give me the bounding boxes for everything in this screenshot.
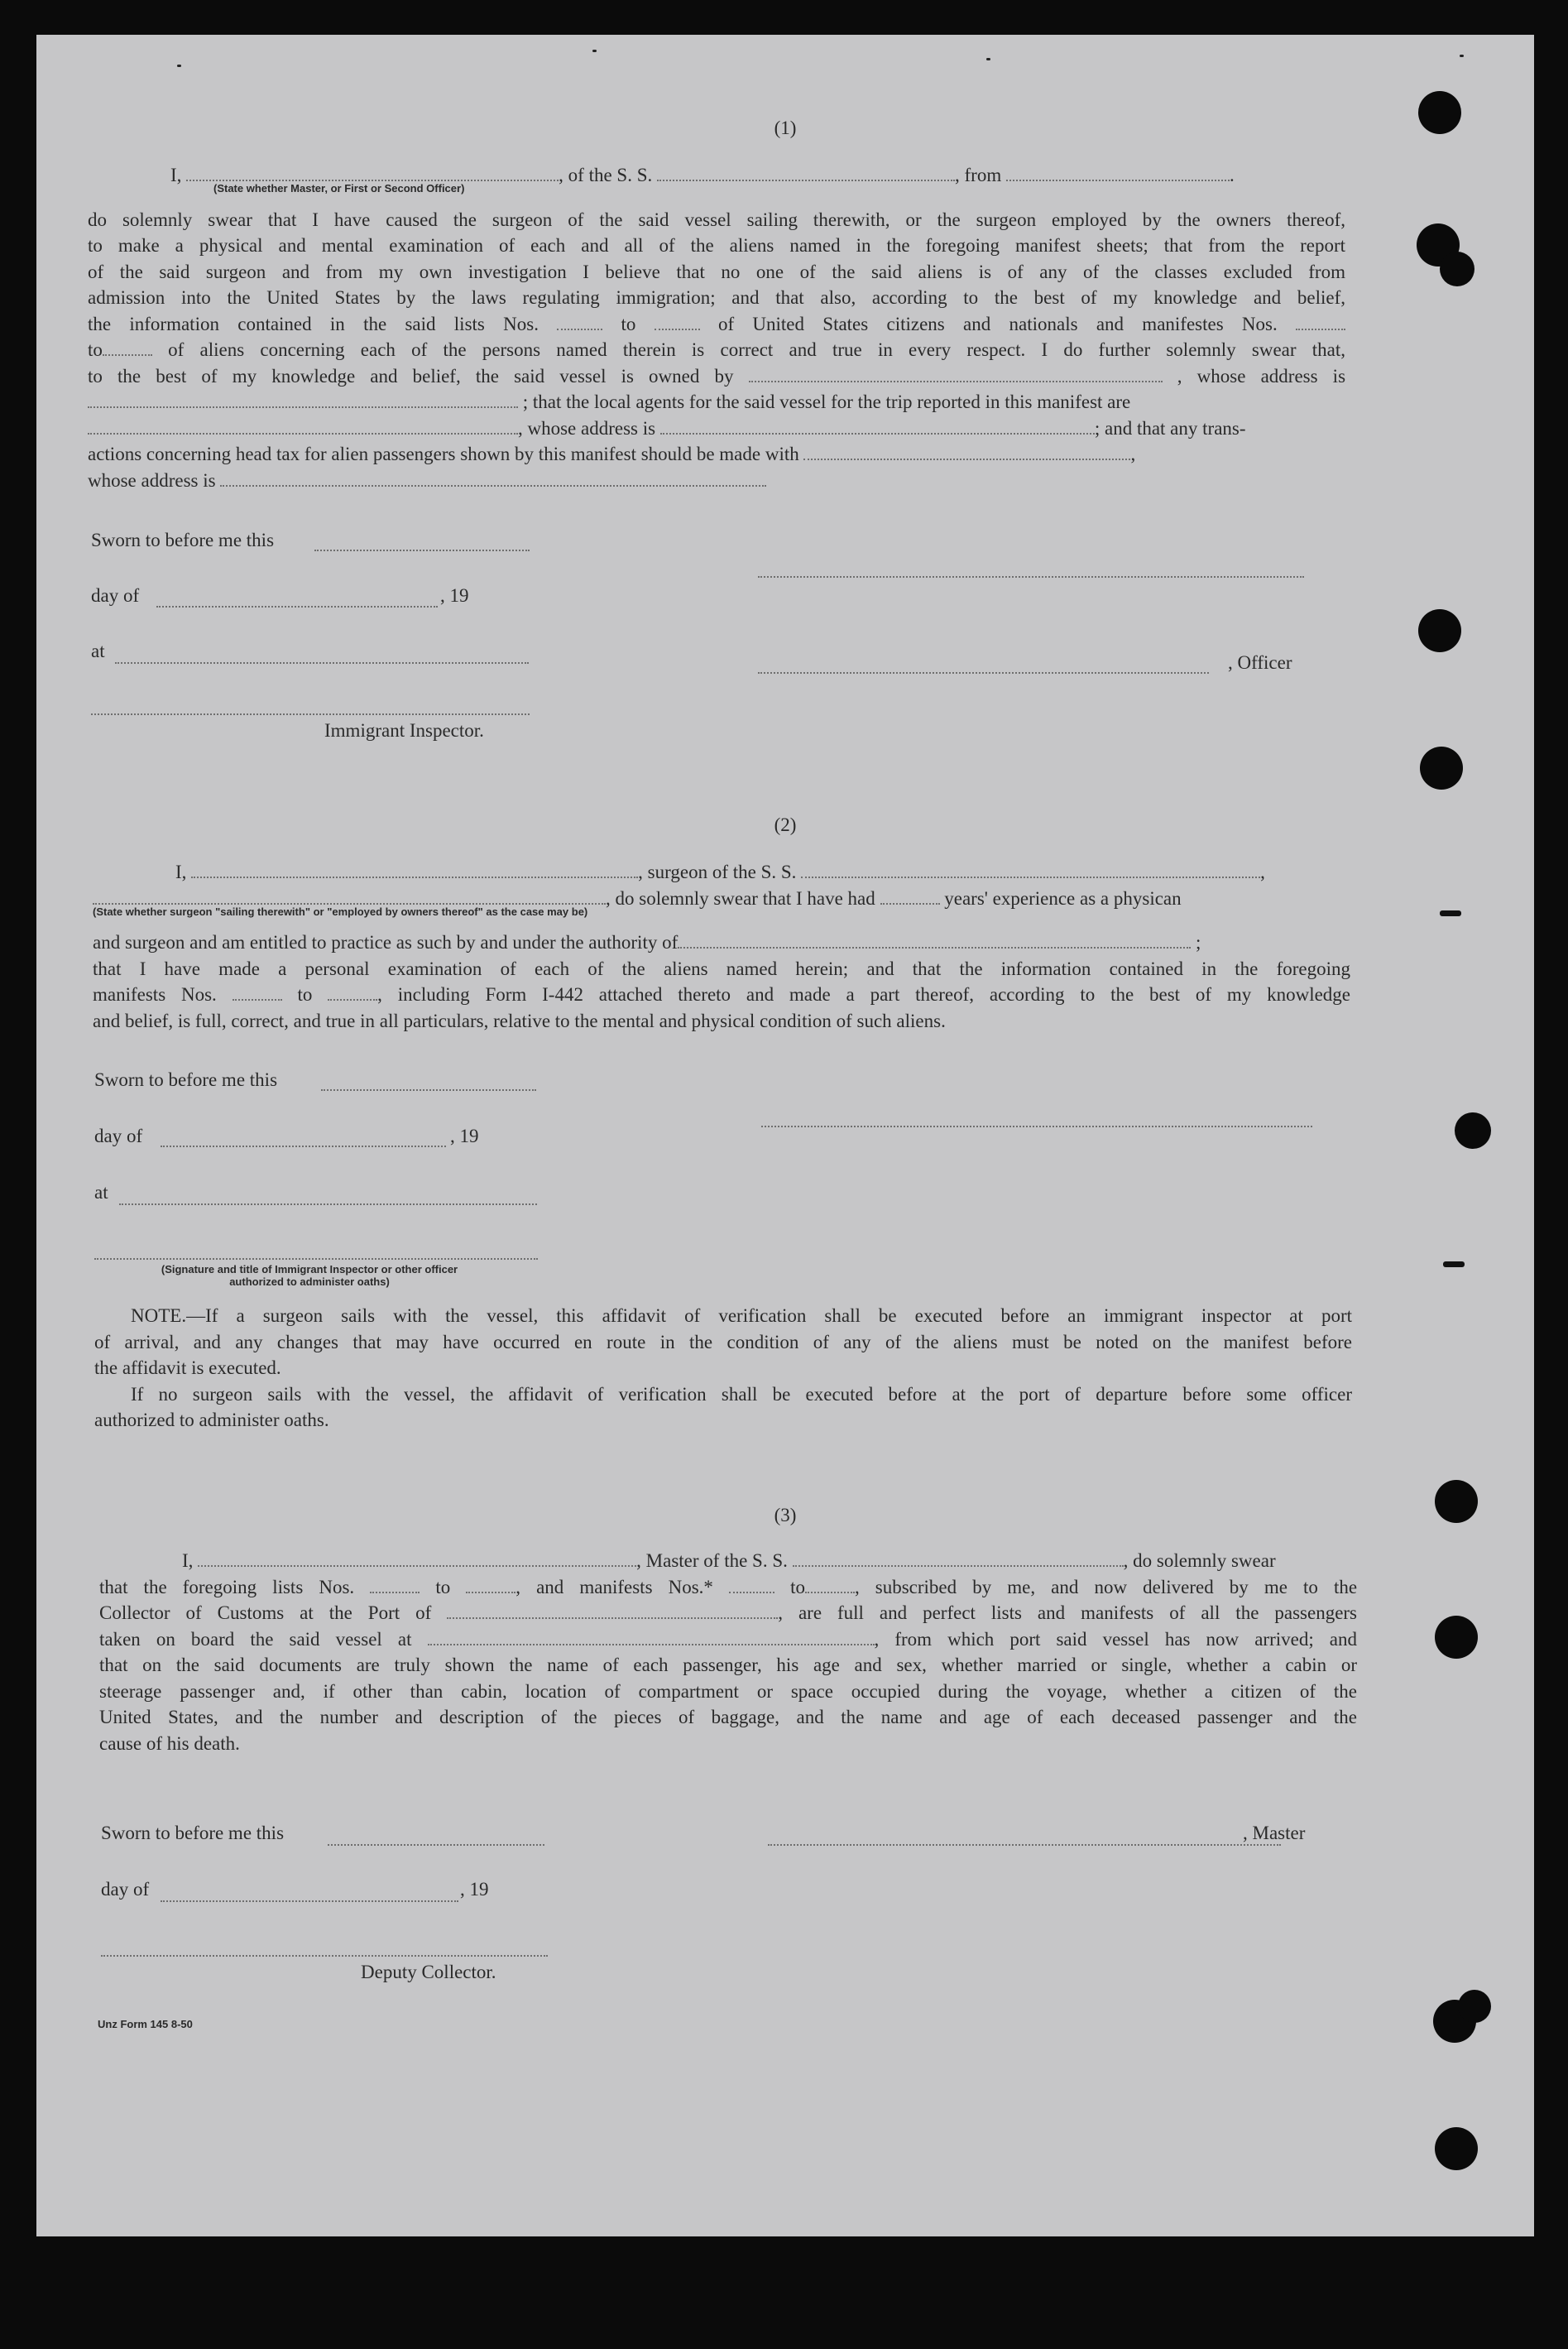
form-page xyxy=(36,35,1534,2236)
s3-body-line: United States, and the number and description of the pieces of baggage, and the name and age of each deceased passenger and the xyxy=(99,1707,1357,1727)
note-line: If no surgeon sails with the vessel, the affidavit of verification shall be executed before at the port of departure before some officer xyxy=(131,1383,1352,1405)
s2-line-3 xyxy=(93,930,1350,956)
s3-master-label: , Master xyxy=(1243,1823,1306,1843)
manifests-to-field[interactable] xyxy=(103,339,152,356)
note-line: NOTE.—If a surgeon sails with the vessel, this affidavit of verification shall be executed before an immigrant inspector at port xyxy=(131,1305,1352,1326)
form-number: Unz Form 145 8-50 xyxy=(98,2018,193,2030)
s3-sworn-field[interactable] xyxy=(328,1842,544,1846)
speck xyxy=(1460,55,1464,57)
punch-hole xyxy=(1435,1616,1478,1659)
s2-line-1 xyxy=(93,859,1350,886)
speck xyxy=(592,50,597,52)
lists-from-field[interactable] xyxy=(557,314,602,330)
s1-body-line: of the said surgeon and from my own investigation I believe that no one of the said aliens is of any of the classes excluded from xyxy=(88,261,1345,282)
s1-whose-text: whose address is xyxy=(88,469,216,491)
s2-line-2 xyxy=(93,886,1350,918)
s2-manifests-to-field[interactable] xyxy=(328,984,377,1001)
s2-sworn-label: Sworn to before me this xyxy=(94,1069,278,1090)
agents-field[interactable] xyxy=(88,418,518,435)
s1-body-line: to make a physical and mental examination of each and all of the aliens named in the foregoing manifest sheets; that from the report xyxy=(88,235,1345,256)
s3-manifests-text: , and manifests Nos.* xyxy=(515,1576,713,1597)
s1-owned-text: to the best of my knowledge and belief, the said vessel is owned by xyxy=(88,365,734,387)
lists-to-field[interactable] xyxy=(655,314,700,330)
s1-body-line: admission into the United States by the laws regulating immigration; and that also, according to the best of my knowledge and belief, xyxy=(88,287,1345,308)
section-1-number: (1) xyxy=(774,118,797,138)
s1-agents-text: ; that the local agents for the said vessel for the trip reported in this manifest are xyxy=(522,392,1131,412)
s1-sworn-field[interactable] xyxy=(314,548,530,551)
s3-deputy-label: Deputy Collector. xyxy=(361,1962,496,1982)
head-tax-address-field[interactable] xyxy=(220,470,766,487)
s2-at-label: at xyxy=(94,1182,108,1203)
s3-ship-field[interactable] xyxy=(793,1550,1124,1567)
s3-lists-to: to xyxy=(435,1576,451,1597)
s2-day-field[interactable] xyxy=(161,1144,446,1147)
s1-agents-address-label: , whose address is xyxy=(518,417,656,439)
s3-manifests-to-field[interactable] xyxy=(805,1577,855,1593)
s2-inspector-signature-field[interactable] xyxy=(94,1256,538,1260)
s1-day-field[interactable] xyxy=(156,604,438,608)
officer-name-field[interactable] xyxy=(186,165,559,181)
punch-hole xyxy=(1440,252,1474,286)
s1-lists-text: the information contained in the said lists Nos. xyxy=(88,313,539,334)
s3-arrived-text: , from which port said vessel has now arrived; and xyxy=(874,1628,1357,1650)
s1-line-1 xyxy=(88,162,1345,195)
s2-ship-field[interactable] xyxy=(801,862,1260,878)
from-port-field[interactable] xyxy=(1006,165,1230,181)
s3-manifests-to: to xyxy=(790,1576,805,1597)
s1-day-of-label: day of xyxy=(91,585,140,606)
s2-day-of-label: day of xyxy=(94,1126,143,1146)
s1-owner-address-label: , whose address is xyxy=(1177,365,1346,387)
s3-day-of-label: day of xyxy=(101,1879,150,1900)
s1-aliens-text: of aliens concerning each of the persons named therein is correct and true in every respect. I do further solemnly swear that, xyxy=(168,339,1345,360)
s3-line-3 xyxy=(99,1600,1357,1626)
s1-at-label: at xyxy=(91,641,105,661)
s3-year-label: , 19 xyxy=(460,1879,489,1900)
s2-manifests-text: manifests Nos. xyxy=(93,984,217,1005)
section-2-number: (2) xyxy=(774,814,797,835)
s1-aliens-line xyxy=(88,337,1345,363)
s1-sworn-label: Sworn to before me this xyxy=(91,530,275,550)
s2-line-4: that I have made a personal examination of each of the aliens named herein; and that the information contained in the foregoing xyxy=(93,958,1350,979)
s1-inspector-label: Immigrant Inspector. xyxy=(324,720,484,741)
s1-officer-label: , Officer xyxy=(1228,652,1292,673)
punch-hole xyxy=(1455,1112,1491,1149)
s1-actions-end: , xyxy=(1130,444,1136,464)
s3-last-line: cause of his death. xyxy=(99,1732,240,1754)
owner-address-field[interactable] xyxy=(88,392,518,408)
s2-manifests-from-field[interactable] xyxy=(233,984,282,1001)
port-field[interactable] xyxy=(447,1602,778,1619)
speck xyxy=(986,58,990,60)
s1-officer-field[interactable] xyxy=(758,670,1209,674)
s2-year-label: , 19 xyxy=(450,1126,479,1146)
s1-of-ss: , of the S. S. xyxy=(559,165,653,185)
agents-address-field[interactable] xyxy=(660,418,1095,435)
s3-lists-from-field[interactable] xyxy=(370,1577,420,1593)
note-line: authorized to administer oaths. xyxy=(94,1410,329,1430)
s3-subscribed-text: , subscribed by me, and now delivered by me to the xyxy=(854,1576,1358,1597)
s1-from: , from xyxy=(955,165,1002,185)
s1-lists-to: to xyxy=(621,313,636,334)
s1-year-label: , 19 xyxy=(440,585,469,606)
punch-hole xyxy=(1435,2127,1478,2170)
section-3-number: (3) xyxy=(774,1505,797,1525)
punch-hole xyxy=(1458,1990,1491,2023)
s1-lists-line xyxy=(88,311,1345,338)
section-2-oath xyxy=(93,859,1350,1034)
s2-line-6: and belief, is full, correct, and true in all particulars, relative to the mental and physical condition of such aliens. xyxy=(93,1010,946,1031)
s3-sworn-label: Sworn to before me this xyxy=(101,1823,285,1843)
surgeon-status-field[interactable] xyxy=(93,888,606,905)
s1-owned-line xyxy=(88,363,1345,390)
s2-manifests-to: to xyxy=(297,984,313,1005)
s1-at-field[interactable] xyxy=(115,661,529,664)
s1-prefix: I, xyxy=(170,165,182,185)
s3-swear-text: , do solemnly swear xyxy=(1123,1550,1276,1571)
s3-perfect-text: , are full and perfect lists and manifests of all the passengers xyxy=(778,1602,1358,1623)
s2-authority-text: and surgeon and am entitled to practice as such by and under the authority of xyxy=(93,932,679,953)
head-tax-agent-field[interactable] xyxy=(803,444,1130,460)
s2-end: , xyxy=(1260,862,1265,882)
s3-lists-to-field[interactable] xyxy=(466,1577,515,1593)
s3-day-field[interactable] xyxy=(161,1899,458,1902)
s2-including-text: , including Form I-442 attached thereto and made a part thereof, according to the best of my knowledge xyxy=(377,984,1351,1005)
s2-line-5 xyxy=(93,982,1350,1008)
s1-manifests-text: of United States citizens and nationals and manifestes Nos. xyxy=(717,313,1278,334)
officer-rank-note: (State whether Master, or First or Second Officer) xyxy=(213,182,465,195)
s1-address-line xyxy=(88,416,1345,442)
s3-deputy-signature-field[interactable] xyxy=(101,1953,548,1957)
speck xyxy=(177,65,181,67)
s2-at-field[interactable] xyxy=(119,1202,537,1205)
s3-manifests-from-field[interactable] xyxy=(729,1577,774,1593)
s1-inspector-signature-field[interactable] xyxy=(91,712,530,715)
note-line: of arrival, and any changes that may have occurred en route in the condition of any of the aliens must be noted on the manifest before xyxy=(94,1331,1352,1352)
ship-name-field[interactable] xyxy=(657,165,955,181)
s2-swear-text: , do solemnly swear that I have had xyxy=(606,887,875,909)
s3-line-2 xyxy=(99,1574,1357,1601)
s3-taken-text: taken on board the said vessel at xyxy=(99,1628,412,1650)
section-1-oath xyxy=(88,162,1345,493)
authority-field[interactable] xyxy=(678,932,1191,949)
surgeon-name-field[interactable] xyxy=(191,862,638,878)
s2-surgeon-text: , surgeon of the S. S. xyxy=(638,862,797,882)
s2-prefix: I, xyxy=(175,862,187,882)
punch-hole xyxy=(1420,747,1463,790)
s3-master-signature-field[interactable] xyxy=(768,1842,1281,1846)
s3-collector-text: Collector of Customs at the Port of xyxy=(99,1602,432,1623)
edge-mark xyxy=(1443,1261,1465,1267)
s3-prefix: I, xyxy=(182,1550,194,1571)
note-line: the affidavit is executed. xyxy=(94,1357,281,1378)
section-3-oath xyxy=(99,1548,1357,1756)
master-name-field[interactable] xyxy=(198,1550,636,1567)
s2-signature-note: (Signature and title of Immigrant Inspector or other officer authorized to administer oaths) xyxy=(161,1263,458,1288)
s3-master-text: , Master of the S. S. xyxy=(636,1550,788,1571)
s1-end: . xyxy=(1229,165,1235,185)
embark-port-field[interactable] xyxy=(428,1629,875,1645)
s2-signature-field[interactable] xyxy=(761,1124,1312,1127)
s1-agents-line xyxy=(88,389,1345,416)
s1-body-line: do solemnly swear that I have caused the surgeon of the said vessel sailing therewith, or the surgeon employed by the owners thereof, xyxy=(88,209,1345,230)
s3-line-1 xyxy=(99,1548,1357,1574)
s1-actions-line xyxy=(88,441,1345,468)
section-2-note xyxy=(94,1303,1352,1434)
years-field[interactable] xyxy=(880,888,940,905)
s1-whose-line xyxy=(88,468,1345,494)
s1-actions-text: actions concerning head tax for alien passengers shown by this manifest should be made with xyxy=(88,444,799,464)
s3-line-4 xyxy=(99,1626,1357,1653)
surgeon-status-note: (State whether surgeon "sailing therewith" or "employed by owners thereof" as the case may be) xyxy=(93,905,588,918)
s3-body-line: steerage passenger and, if other than cabin, location of compartment or space occupied during the voyage, whether a citizen of the xyxy=(99,1680,1357,1702)
s3-lists-text: that the foregoing lists Nos. xyxy=(99,1576,355,1597)
punch-hole xyxy=(1418,609,1461,652)
s3-body-line: that on the said documents are truly shown the name of each passenger, his age and sex, whether married or single, whether a cabin or xyxy=(99,1655,1357,1675)
manifests-from-field[interactable] xyxy=(1296,314,1345,330)
s1-aliens-to: to xyxy=(88,339,103,360)
edge-mark xyxy=(1440,910,1461,916)
s2-years-text: years' experience as a physican xyxy=(944,887,1182,909)
owner-field[interactable] xyxy=(749,366,1163,382)
s1-officer-signature-field[interactable] xyxy=(758,574,1304,578)
s2-authority-end: ; xyxy=(1196,932,1201,953)
s1-trans-text: ; and that any trans- xyxy=(1094,417,1246,439)
s2-sworn-field[interactable] xyxy=(321,1088,536,1091)
